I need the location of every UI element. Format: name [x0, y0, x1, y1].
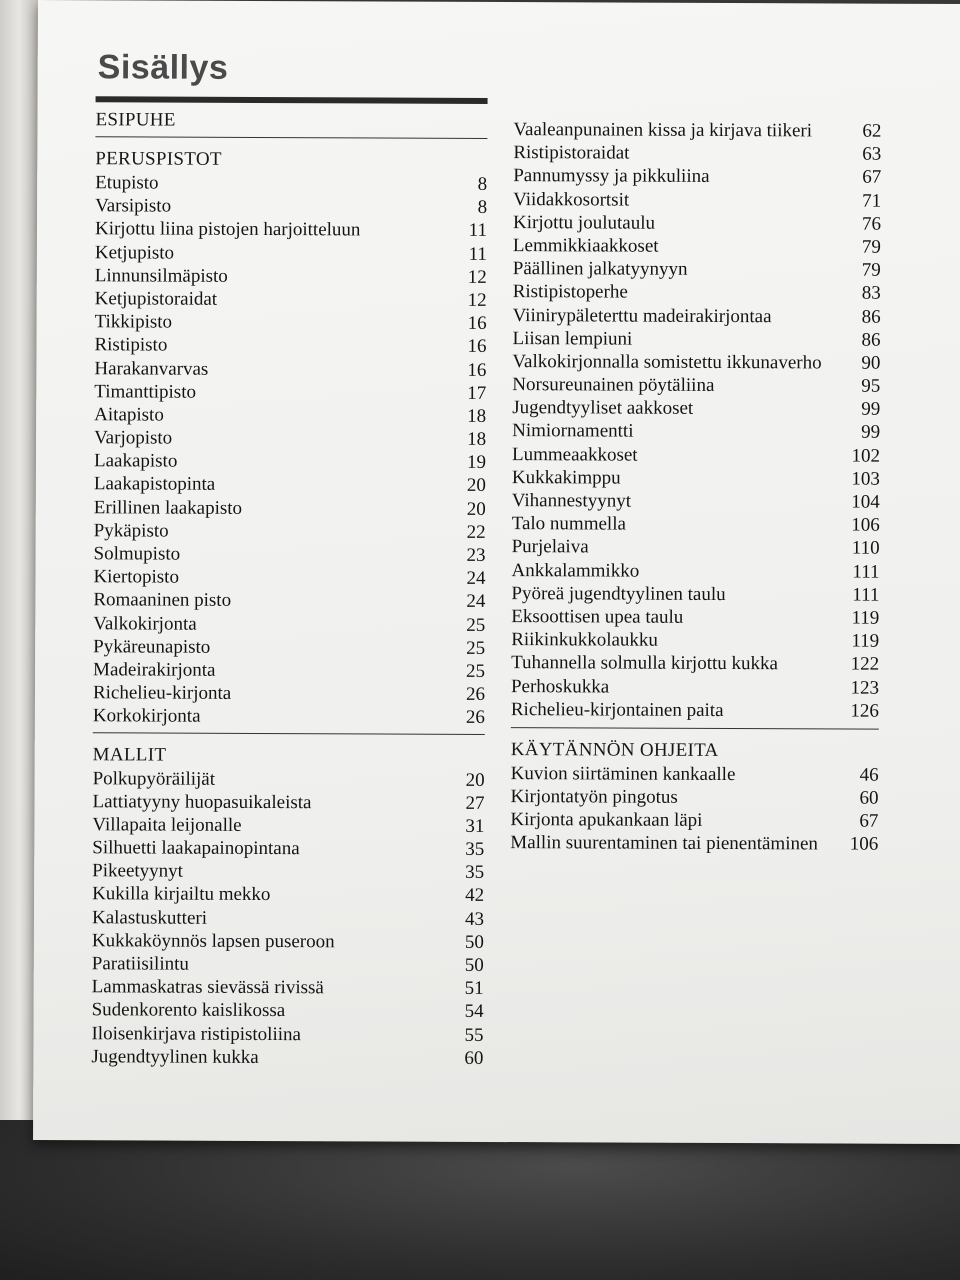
toc-entry-page: 22 [466, 521, 486, 543]
toc-entry-page: 86 [861, 306, 881, 328]
toc-entry-page: 51 [464, 978, 484, 1000]
toc-entry-title: Kiertopisto [93, 566, 180, 588]
toc-entry-page: 31 [465, 815, 485, 837]
toc-entry-page: 8 [477, 173, 488, 195]
toc-entry [512, 350, 880, 375]
toc-entry [94, 380, 486, 405]
toc-entry-page: 24 [466, 591, 486, 613]
toc-entry-title: Kukkakimppu [511, 466, 621, 489]
toc-entry [94, 473, 486, 498]
toc-entry-title: Kukilla kirjailtu mekko [92, 883, 271, 906]
toc-entry-title: Ristipistoraidat [513, 142, 630, 164]
toc-entry-title: Korkokirjonta [92, 705, 201, 728]
toc-entry [94, 496, 486, 521]
toc-entry-title: Kuvion siirtäminen kankaalle [510, 762, 736, 785]
toc-entry [512, 373, 880, 398]
toc-entry-title: Pyöreä jugendtyylinen taulu [511, 582, 726, 605]
toc-entry [95, 218, 487, 243]
toc-entry-title: Vaaleanpunainen kissa ja kirjava tiikeri [513, 119, 813, 142]
toc-entry-title: Solmupisto [93, 543, 181, 565]
toc-entry-page: 62 [862, 120, 882, 142]
toc-entry [511, 582, 879, 607]
toc-entry-title: Iloisenkirjava ristipistoliina [91, 1022, 302, 1045]
toc-entry-page: 110 [851, 537, 880, 560]
toc-entry-page: 86 [861, 329, 881, 351]
toc-entry-page: 67 [859, 810, 879, 832]
toc-entry-page: 111 [852, 561, 880, 583]
toc-entry-page: 54 [464, 1001, 484, 1023]
toc-entry-page: 119 [851, 607, 880, 629]
toc-entry [93, 658, 485, 683]
toc-entry [95, 171, 487, 196]
toc-entry [92, 906, 484, 931]
toc-entry-title: Kirjontatyön pingotus [510, 786, 678, 808]
toc-entry-title: Päällinen jalkatyynyyn [512, 258, 688, 280]
toc-entry-title: Harakanvarvas [94, 357, 209, 380]
toc-entry-title: Pikeetyynyt [92, 860, 184, 882]
toc-entry [92, 859, 484, 884]
toc-entry-page: 123 [850, 677, 880, 699]
toc-entry [513, 257, 881, 282]
toc-list-peruspistot [93, 171, 487, 729]
toc-entry [94, 357, 486, 382]
toc-entry-title: Varsipisto [95, 195, 172, 217]
toc-entry-page: 18 [467, 405, 487, 427]
toc-entry-title: Paratiisilintu [91, 953, 189, 975]
toc-entry [93, 681, 485, 706]
toc-entry-page: 99 [861, 422, 881, 444]
title-rule [96, 96, 488, 104]
toc-entry-page: 18 [467, 428, 487, 451]
toc-entry-page: 106 [851, 514, 880, 536]
toc-entry [513, 280, 881, 305]
toc-entry-title: Nimiornamentti [512, 420, 634, 443]
toc-entry [92, 813, 484, 838]
toc-entry-title: Kalastuskutteri [91, 906, 208, 929]
toc-entry-title: Lammaskatras sievässä rivissä [91, 976, 324, 999]
toc-entry-page: 119 [851, 630, 880, 652]
toc-entry-title: Liisan lempiuni [512, 327, 633, 350]
toc-list-mallit [91, 767, 484, 1070]
toc-entry [94, 519, 486, 544]
toc-entry [511, 559, 879, 584]
toc-entry-page: 46 [859, 764, 879, 786]
toc-entry [93, 565, 485, 590]
toc-entry-page: 50 [464, 931, 484, 953]
toc-entry-page: 126 [850, 700, 879, 722]
book-page [33, 0, 960, 1144]
toc-entry-page: 12 [467, 266, 487, 288]
toc-entry-title: Vihannestyynyt [511, 490, 632, 512]
toc-entry-page: 12 [467, 289, 487, 311]
toc-entry [95, 310, 487, 335]
toc-entry [510, 808, 878, 833]
toc-entry-title: Erillinen laakapisto [93, 496, 243, 519]
toc-entry [512, 489, 880, 514]
toc-entry-page: 17 [467, 382, 487, 404]
toc-entry-page: 95 [861, 375, 881, 397]
toc-entry-page: 63 [862, 143, 882, 165]
toc-entry-title: Kirjottu joulutaulu [512, 211, 656, 234]
toc-entry-page: 60 [859, 787, 879, 809]
toc-entry-page: 27 [465, 792, 485, 814]
toc-entry [510, 832, 878, 857]
toc-entry [95, 241, 487, 266]
toc-entry-page: 26 [465, 683, 486, 706]
toc-entry [512, 466, 880, 491]
toc-entry [92, 999, 484, 1024]
toc-entry-title: Laakapistopinta [93, 473, 216, 496]
toc-entry [513, 164, 881, 189]
toc-entry-page: 102 [851, 445, 881, 467]
toc-entry [512, 512, 880, 537]
toc-entry-page: 8 [477, 197, 488, 219]
toc-entry [94, 426, 486, 451]
toc-entry-title: Lattiatyyny huopasuikaleista [92, 790, 312, 813]
toc-entry [94, 449, 486, 474]
toc-entry [511, 605, 879, 630]
toc-entry-page: 20 [465, 769, 485, 791]
toc-entry-title: Jugendtyyliset aakkoset [512, 397, 694, 420]
toc-entry-page: 111 [852, 584, 880, 606]
toc-list-mallit-continued [511, 118, 882, 722]
toc-entry [513, 188, 881, 213]
toc-entry-page: 25 [466, 614, 486, 636]
toc-entry-title: Villapaita leijonalle [92, 814, 242, 836]
toc-entry [512, 443, 880, 468]
toc-entry [94, 542, 486, 567]
toc-entry-title: Silhuetti laakapainopintana [92, 837, 300, 860]
toc-entry-page: 26 [465, 707, 485, 729]
toc-entry-title: Kukkaköynnös lapsen puseroon [91, 930, 335, 953]
section-heading-peruspistot: PERUSPISTOT [95, 148, 222, 170]
toc-entry-title: Richelieu-kirjonta [92, 682, 232, 704]
toc-entry-page: 67 [862, 166, 882, 189]
toc-entry-title: Viinirypäleterttu madeirakirjontaa [512, 304, 772, 327]
toc-entry-page: 19 [466, 452, 487, 474]
toc-entry-title: Romaaninen pisto [93, 589, 232, 612]
toc-entry-title: Ankkalammikko [511, 559, 640, 582]
toc-entry-title: Tikkipisto [94, 311, 173, 333]
toc-entry [512, 420, 880, 445]
background-surface [0, 1120, 960, 1280]
toc-entry [511, 762, 879, 787]
toc-entry-title: Purjelaiva [511, 536, 589, 558]
toc-entry [93, 612, 485, 637]
toc-entry-title: Timanttipisto [94, 380, 197, 403]
toc-entry-page: 16 [467, 336, 487, 358]
toc-entry [92, 836, 484, 861]
toc-entry-page: 60 [464, 1047, 484, 1069]
toc-entry [92, 929, 484, 954]
toc-entry [513, 118, 881, 143]
toc-entry-page: 42 [465, 885, 485, 907]
toc-entry-title: Jugendtyylinen kukka [91, 1045, 259, 1068]
toc-entry [92, 790, 484, 815]
toc-entry-title: Valkokirjonta [93, 612, 197, 635]
toc-entry-title: Valkokirjonnalla somistettu ikkunaverho [512, 350, 822, 374]
toc-entry-page: 11 [468, 220, 488, 242]
toc-entry-title: Aitapisto [94, 404, 164, 426]
toc-entry-page: 79 [861, 259, 881, 281]
toc-entry-page: 103 [851, 468, 880, 490]
section-heading-esipuhe: ESIPUHE [95, 109, 176, 131]
toc-entry-page: 11 [468, 243, 487, 265]
toc-entry [93, 767, 485, 792]
toc-entry-title: Laakapisto [93, 450, 178, 472]
toc-entry-title: Kirjonta apukankaan läpi [510, 809, 703, 832]
toc-entry [94, 403, 486, 428]
toc-entry-page: 20 [466, 475, 486, 497]
toc-entry-page: 25 [466, 660, 486, 682]
toc-entry [513, 211, 881, 236]
toc-entry [95, 264, 487, 289]
toc-entry-page: 122 [850, 653, 880, 675]
toc-entry [95, 194, 487, 219]
toc-entry-title: Lemmikkiaakkoset [512, 235, 659, 257]
toc-entry-page: 79 [861, 236, 881, 258]
toc-entry-page: 16 [467, 359, 487, 381]
toc-entry [94, 334, 486, 359]
toc-entry-title: Richelieu-kirjontainen paita [510, 698, 724, 721]
toc-entry-title: Polkupyöräilijät [92, 767, 216, 790]
toc-entry-page: 35 [465, 862, 485, 884]
toc-entry [92, 975, 484, 1000]
toc-entry [513, 304, 881, 329]
toc-entry-page: 50 [464, 954, 484, 976]
toc-entry [91, 1045, 483, 1070]
toc-entry-title: Etupisto [95, 172, 159, 194]
toc-entry-title: Riikinkukkolaukku [511, 629, 658, 651]
toc-entry-title: Perhoskukka [510, 675, 610, 697]
toc-entry-title: Madeirakirjonta [93, 659, 216, 681]
toc-entry-page: 104 [851, 491, 880, 513]
toc-entry-title: Sudenkorento kaislikossa [91, 999, 286, 1022]
toc-entry-title: Mallin suurentaminen tai pienentäminen [510, 832, 818, 855]
toc-entry-title: Varjopisto [94, 427, 173, 449]
toc-entry-title: Eksoottisen upea taulu [511, 606, 684, 628]
toc-entry [511, 628, 879, 653]
toc-entry [512, 327, 880, 352]
section-heading-mallit: MALLIT [92, 743, 167, 766]
toc-entry-page: 76 [861, 213, 882, 235]
toc-entry-title: Ketjupisto [94, 241, 175, 264]
toc-entry-page: 106 [849, 833, 879, 856]
toc-entry-page: 71 [862, 190, 882, 212]
section-heading-kaytannon-ohjeita: KÄYTÄNNÖN OHJEITA [510, 738, 719, 761]
toc-entry-page: 25 [466, 637, 486, 659]
toc-entry-page: 35 [465, 838, 485, 861]
toc-entry-title: Pannumyssy ja pikkuliina [513, 165, 710, 188]
toc-entry-page: 24 [466, 568, 486, 590]
toc-entry [513, 234, 881, 259]
toc-entry [91, 1022, 483, 1047]
toc-entry-page: 20 [466, 498, 486, 520]
toc-entry [513, 141, 881, 166]
toc-entry-page: 99 [861, 398, 881, 420]
toc-entry-title: Linnunsilmäpisto [94, 265, 228, 287]
toc-entry-page: 16 [467, 313, 487, 335]
toc-entry-title: Pykäreunapisto [93, 635, 211, 658]
toc-entry-page: 83 [861, 282, 881, 304]
toc-entry-title: Kirjottu liina pistojen harjoitteluun [94, 218, 361, 241]
toc-entry-title: Ristipisto [94, 334, 168, 356]
toc-entry [92, 883, 484, 908]
toc-entry-title: Talo nummella [511, 513, 626, 535]
toc-column-right [510, 118, 881, 856]
toc-entry [92, 952, 484, 977]
toc-entry-title: Viidakkosortsit [513, 188, 630, 211]
section-divider [511, 727, 879, 730]
toc-entry [93, 705, 485, 730]
toc-entry [511, 698, 879, 723]
page-title: Sisällys [97, 48, 229, 87]
toc-entry-title: Lummeaakkoset [511, 443, 638, 466]
toc-column-left [91, 108, 487, 1070]
toc-entry-page: 23 [466, 544, 486, 566]
toc-list-kaytannon-ohjeita [510, 762, 878, 856]
toc-entry-title: Ketjupistoraidat [94, 288, 218, 310]
toc-entry-title: Pykäpisto [93, 520, 169, 542]
toc-entry [511, 651, 879, 676]
toc-entry [93, 589, 485, 614]
toc-entry [510, 785, 878, 810]
toc-entry [95, 287, 487, 312]
toc-entry-title: Norsureunainen pöytäliina [512, 374, 715, 397]
toc-entry-page: 90 [861, 352, 881, 374]
toc-entry [512, 396, 880, 421]
toc-entry-page: 43 [464, 908, 485, 930]
toc-entry [511, 675, 879, 700]
toc-entry [93, 635, 485, 660]
toc-entry [512, 535, 880, 560]
toc-entry-title: Ristipistoperhe [512, 281, 628, 303]
toc-entry-page: 55 [464, 1024, 484, 1046]
toc-entry-title: Tuhannella solmulla kirjottu kukka [511, 652, 779, 675]
